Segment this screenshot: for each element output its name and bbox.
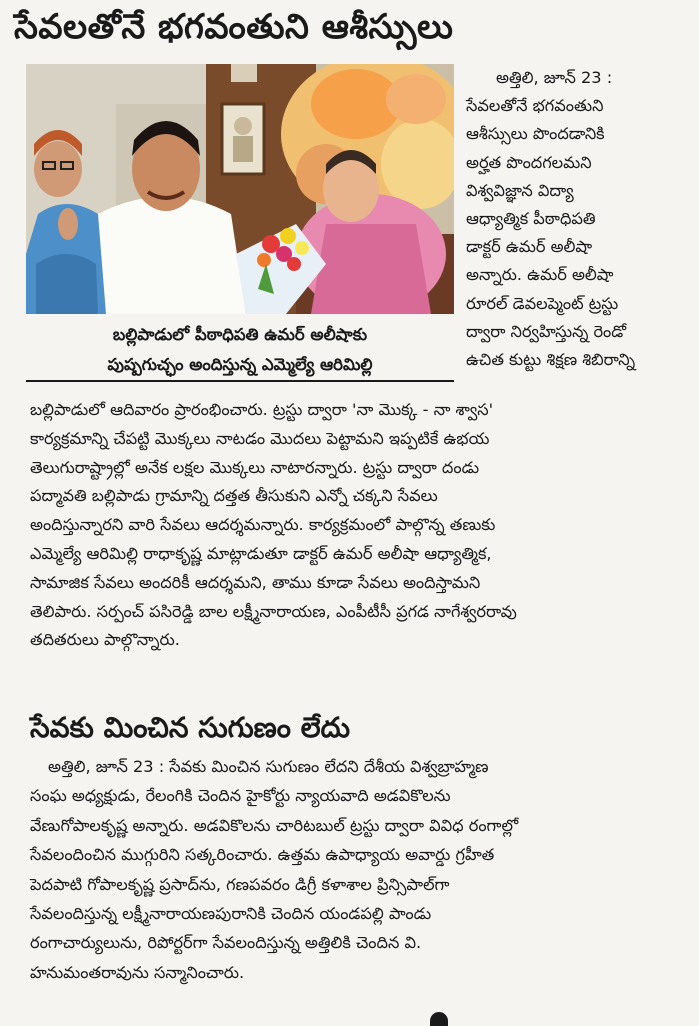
text-line: అందిస్తున్నారని వారి సేవలు ఆదర్శమన్నారు. కార్యక్రమంలో పాల్గొన్న తణుకు (30, 515, 496, 535)
text-line: కార్యక్రమాన్ని చేపట్టి మొక్కలు నాటడం మొదలు పెట్టామని ఇప్పటికే ఉభయ (30, 428, 490, 448)
text-line: అర్హత పొందగలమని (466, 152, 592, 172)
side-column-text (466, 64, 696, 374)
text-line: హనుమంతరావును సన్మానించారు. (30, 962, 245, 982)
text-line: సేవలందించిన ముగ్గురిని సత్కరించారు. ఉత్తమ ఉపాధ్యాయ అవార్డు గ్రహీత (30, 845, 495, 865)
caption-line: పుష్పగుచ్ఛం అందిస్తున్న ఎమ్మెల్యే ఆరిమిల్లి (26, 350, 454, 382)
text-line: సేవలందిస్తున్న లక్ష్మీనారాయణపురానికి చెందిన యండపల్లి పాండు (30, 904, 432, 924)
text-line: విశ్వవిజ్ఞాన విద్యా (466, 180, 574, 200)
text-line: వేణుగోపాలకృష్ణ అన్నారు. అడవికొలను చారిటబుల్ ట్రస్టు ద్వారా వివిధ రంగాల్లో (30, 815, 519, 835)
text-line: సామాజిక సేవలు అందరికీ ఆదర్శమని, తాము కూడా సేవలు అందిస్తామని (30, 572, 481, 592)
text-line: పద్మావతి బల్లిపాడు గ్రామాన్ని దత్తత తీసుకుని ఎన్నో చక్కని సేవలు (30, 486, 438, 506)
text-line: పెదపాటి గోపాలకృష్ణ ప్రసాద్‌ను, గణపవరం డిగ్రీ కళాశాల ప్రిన్సిపాల్‌గా (30, 874, 450, 894)
text-line: రూరల్ డెవలప్మెంట్ ట్రస్టు (466, 293, 619, 313)
text-line: సంఘ అధ్యక్షుడు, రేలంగికి చెందిన హైకోర్టు న్యాయవాది అడవికొలను (30, 786, 451, 806)
text-line: అత్తిలి, జూన్ 23 : (496, 68, 613, 87)
text-line: అన్నారు. ఉమర్ అలీషా (466, 265, 614, 285)
article-headline: సేవకు మించిన సుగుణం లేదు (30, 711, 351, 744)
photo-caption (26, 320, 454, 382)
article-headline: సేవలతోనే భగవంతుని ఆశీస్సులు (14, 7, 454, 47)
text-line: తెలిపారు. సర్పంచ్ పసిరెడ్డి బాల లక్ష్మీనారాయణ, ఎంపీటీసీ ప్రగడ నాగేశ్వరరావు (30, 601, 517, 621)
text-line: సేవలతోనే భగవంతుని (466, 96, 604, 116)
text-line: ద్వారా నిర్వహిస్తున్న రెండో (466, 321, 627, 341)
text-line: డాక్టర్ ఉమర్ అలీషా (466, 237, 593, 257)
text-line: ఉచిత కుట్టు శిక్షణ శిబిరాన్ని (466, 350, 636, 370)
text-line: తదితరులు పాల్గొన్నారు. (30, 630, 180, 650)
text-line: అత్తిలి, జూన్ 23 : సేవకు మించిన సుగుణం లేదని దేశీయ విశ్వబ్రాహ్మణ (48, 757, 489, 776)
caption-line: బల్లిపాడులో పీఠాధిపతి ఉమర్ అలీషాకు (112, 325, 368, 344)
text-line: రంగాచార్యులును, రిపోర్టర్‌గా సేవలందిస్తున్న అత్తిలికి చెందిన వి. (30, 933, 422, 953)
text-line: ఆశీస్సులు పొందడానికి (466, 124, 605, 144)
text-line: తెలుగురాష్ట్రాల్లో అనేక లక్షల మొక్కలు నాటారన్నారు. ట్రస్టు ద్వారా దండు (30, 457, 480, 477)
article-body (30, 396, 696, 655)
text-line: బల్లిపాడులో ఆదివారం ప్రారంభించారు. ట్రస్టు ద్వారా 'నా మొక్క - నా శ్వాస' (30, 400, 494, 419)
text-line: ఆధ్యాత్మిక పీఠాధిపతి (466, 209, 596, 229)
text-line: ఎమ్మెల్యే ఆరిమిల్లి రాధాకృష్ణ మాట్లాడుతూ డాక్టర్ ఉమర్ అలీషా ఆధ్యాత్మిక, (30, 543, 492, 563)
article-body (30, 752, 696, 987)
news-photo (26, 64, 454, 314)
